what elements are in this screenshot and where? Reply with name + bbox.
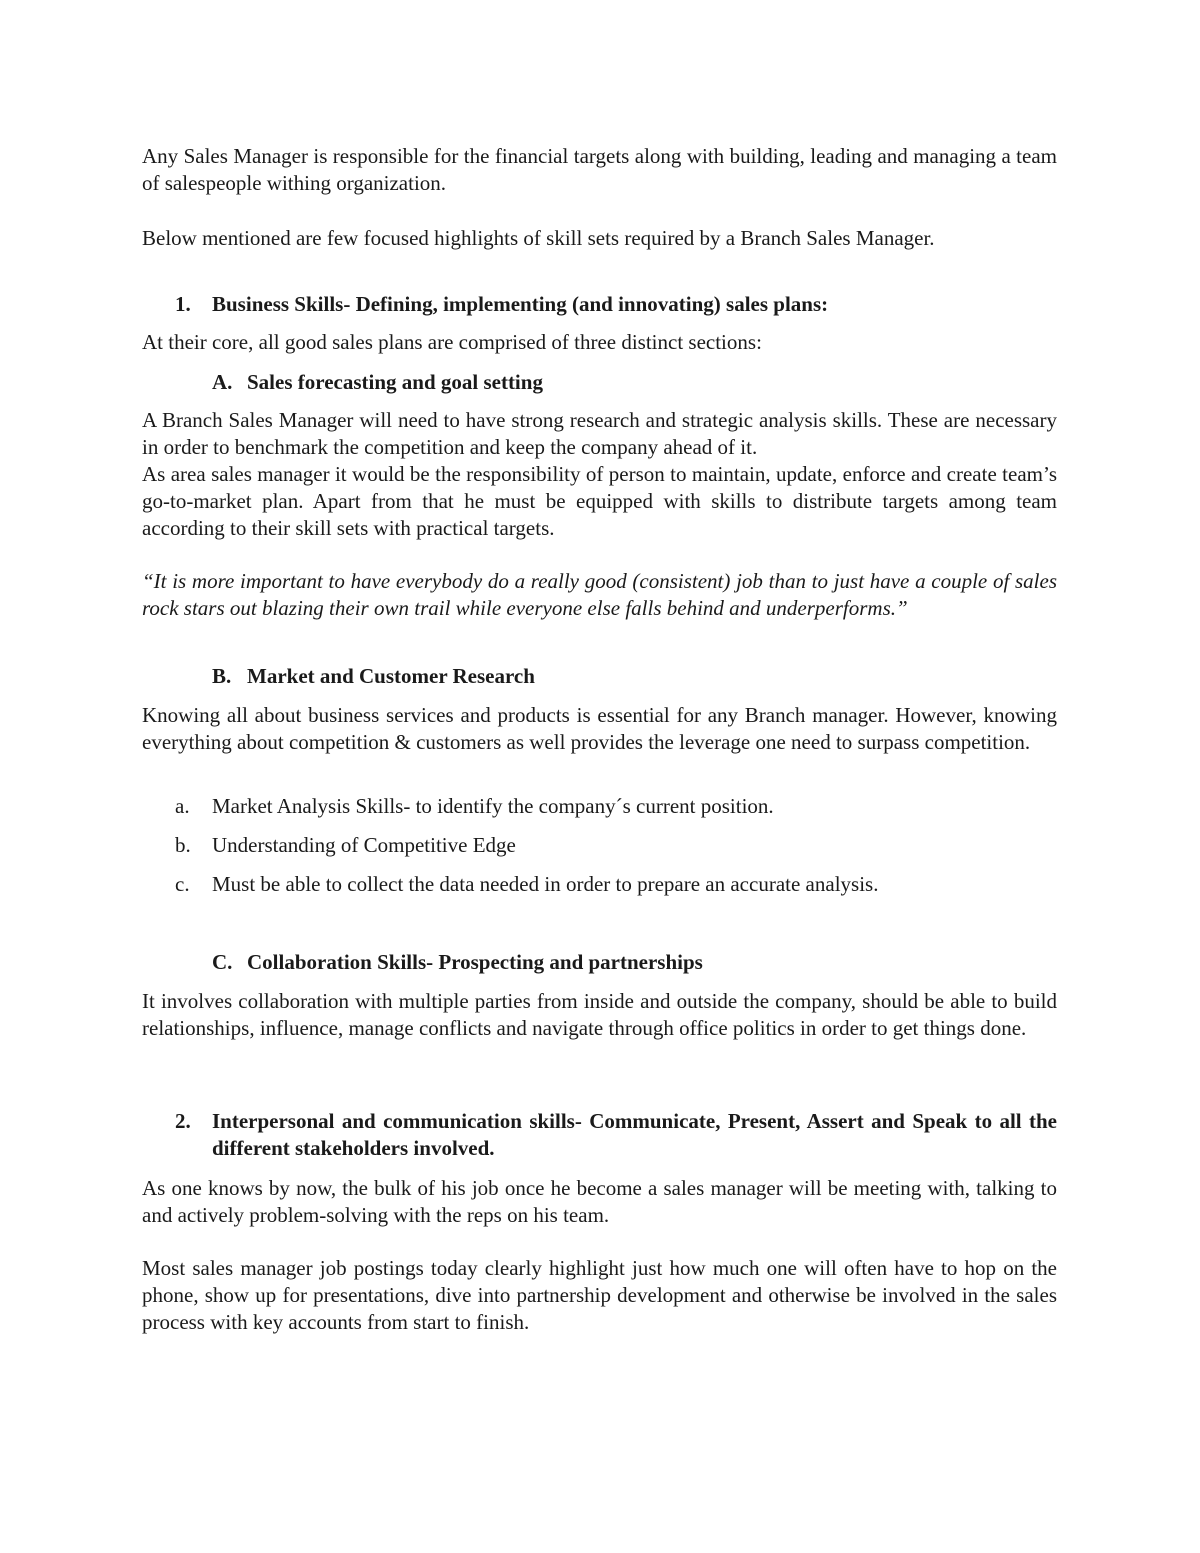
section-1-number: 1.	[175, 292, 191, 316]
section-2-paragraph-2: Most sales manager job postings today clearly highlight just how much one will often have to hop on the phone, show up for presentations, dive into partnership development and otherwise be involved in the sales process with key accounts from start to finish.	[142, 1256, 1057, 1334]
section-1-heading: Business Skills- Defining, implementing (and innovating) sales plans:	[212, 292, 829, 316]
list-item: Market Analysis Skills- to identify the company´s current position.	[212, 794, 774, 818]
subsection-a-paragraph-2: As area sales manager it would be the responsibility of person to maintain, update, enforce and create team’s go-to-market plan. Apart from that he must be equipped with skills to distribute targets among team according to their skill sets with practical targets.	[142, 462, 1057, 540]
subsection-a-paragraph-1: A Branch Sales Manager will need to have strong research and strategic analysis skills. These are necessary in order to benchmark the competition and keep the company ahead of it.	[142, 408, 1057, 459]
subsection-a-heading: Sales forecasting and goal setting	[247, 370, 543, 394]
list-item-marker: a.	[175, 794, 190, 818]
subsection-b-paragraph: Knowing all about business services and products is essential for any Branch manager. However, knowing everything about competition & customers as well provides the leverage one need to surpass competition.	[142, 703, 1057, 754]
subsection-b-letter: B.	[212, 664, 232, 688]
intro-paragraph: Any Sales Manager is responsible for the financial targets along with building, leading and managing a team of salespeople withing organization.	[142, 144, 1057, 195]
list-item: Understanding of Competitive Edge	[212, 833, 516, 857]
intro-paragraph-2: Below mentioned are few focused highlights of skill sets required by a Branch Sales Manager.	[142, 226, 935, 250]
subsection-b-heading: Market and Customer Research	[247, 664, 535, 688]
quote: “It is more important to have everybody do a really good (consistent) job than to just have a couple of sales rock stars out blazing their own trail while everyone else falls behind and underperforms.”	[142, 569, 1057, 620]
subsection-c-heading: Collaboration Skills- Prospecting and partnerships	[247, 950, 703, 974]
section-2-paragraph-1: As one knows by now, the bulk of his job once he become a sales manager will be meeting with, talking to and actively problem-solving with the reps on his team.	[142, 1176, 1057, 1227]
section-2-number: 2.	[175, 1109, 191, 1133]
subsection-c-paragraph: It involves collaboration with multiple parties from inside and outside the company, should be able to build relationships, influence, manage conflicts and navigate through office politics in order to get things done.	[142, 989, 1057, 1040]
subsection-a-letter: A.	[212, 370, 233, 394]
subsection-c-letter: C.	[212, 950, 233, 974]
section-1-lead: At their core, all good sales plans are comprised of three distinct sections:	[142, 330, 762, 354]
list-item: Must be able to collect the data needed in order to prepare an accurate analysis.	[212, 872, 879, 896]
list-item-marker: c.	[175, 872, 190, 896]
section-2-heading: Interpersonal and communication skills- Communicate, Present, Assert and Speak to all the different stakeholders involved.	[212, 1109, 1057, 1160]
list-item-marker: b.	[175, 833, 191, 857]
